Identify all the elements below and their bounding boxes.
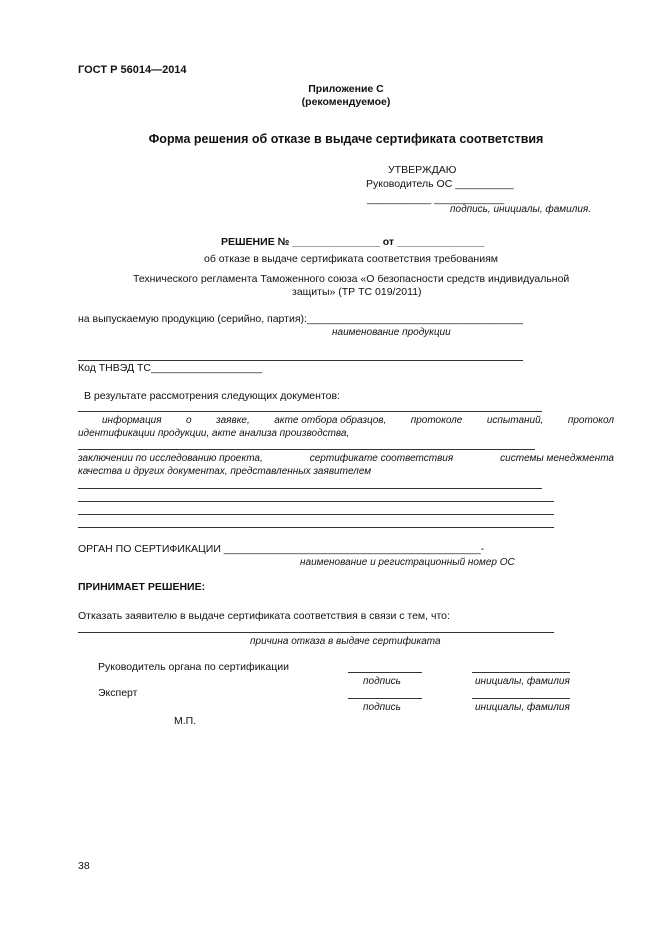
organ-hint: наименование и регистрационный номер ОС bbox=[300, 557, 515, 568]
organ-label: ОРГАН ПО СЕРТИФИКАЦИИ ____________________________________________- bbox=[78, 543, 485, 555]
head-sign-hint: подпись bbox=[363, 676, 401, 687]
appendix-title: Приложение С bbox=[308, 83, 384, 95]
documents-hint1 bbox=[78, 414, 614, 427]
approve-hint: подпись, инициалы, фамилия. bbox=[450, 204, 592, 215]
head-name-line bbox=[472, 672, 570, 673]
decision-line1: об отказе в выдаче сертификата соответствия требованиям bbox=[204, 253, 498, 265]
approve-blank-line: ___________ ____________ bbox=[367, 193, 505, 205]
refuse-line bbox=[78, 632, 554, 633]
header-standard: ГОСТ Р 56014—2014 bbox=[78, 64, 187, 76]
documents-line-5 bbox=[78, 514, 554, 515]
product-hint: наименование продукции bbox=[332, 327, 451, 338]
decision-line2: Технического регламента Таможенного союза «О безопасности средств индивидуальной bbox=[133, 273, 570, 285]
documents-line-3 bbox=[78, 488, 542, 489]
approve-head-label: Руководитель ОС __________ bbox=[366, 178, 514, 190]
documents-line-1 bbox=[78, 411, 542, 412]
documents-hint2-line2: качества и других документах, представленных заявителем bbox=[78, 466, 372, 477]
hint1-word: испытаний, bbox=[486, 415, 544, 426]
form-title: Форма решения об отказе в выдаче сертификата соответствия bbox=[148, 132, 544, 146]
hint1-word: о bbox=[186, 415, 192, 426]
accepts-decision: ПРИНИМАЕТ РЕШЕНИЕ: bbox=[78, 581, 206, 593]
expert-name-hint: инициалы, фамилия bbox=[475, 702, 570, 713]
hint1-word: протокол bbox=[567, 415, 614, 426]
documents-intro: В результате рассмотрения следующих документов: bbox=[84, 390, 340, 402]
product-label: на выпускаемую продукцию (серийно, партия):_____________________________________ bbox=[78, 313, 524, 325]
head-sign-line bbox=[348, 672, 422, 673]
expert-name-line bbox=[472, 698, 570, 699]
documents-line-6 bbox=[78, 527, 554, 528]
page-number: 38 bbox=[78, 860, 90, 872]
stamp-place: М.П. bbox=[174, 715, 197, 727]
documents-line-4 bbox=[78, 501, 554, 502]
expert-sign-line bbox=[348, 698, 422, 699]
refuse-hint: причина отказа в выдаче сертификата bbox=[250, 636, 441, 647]
hint1-word: протоколе bbox=[410, 415, 463, 426]
hint2-word: системы менеджмента bbox=[500, 453, 614, 464]
hint2-word: заключении по исследованию проекта, bbox=[78, 453, 263, 464]
hint1-word: заявке, bbox=[216, 415, 250, 426]
hint1-word: информация bbox=[102, 415, 162, 426]
documents-hint1-line2: идентификации продукции, акте анализа производства, bbox=[78, 428, 350, 439]
expert-label: Эксперт bbox=[98, 687, 138, 699]
appendix-subtitle: (рекомендуемое) bbox=[301, 96, 391, 108]
hint2-word: сертификате соответствия bbox=[309, 453, 454, 464]
decision-line3: защиты» (ТР ТС 019/2011) bbox=[292, 286, 422, 298]
documents-hint2 bbox=[78, 452, 614, 465]
hint1-word: акте отбора образцов, bbox=[274, 415, 387, 426]
expert-sign-hint: подпись bbox=[363, 702, 401, 713]
refuse-text: Отказать заявителю в выдаче сертификата соответствия в связи с тем, что: bbox=[78, 610, 450, 622]
head-signature-label: Руководитель органа по сертификации bbox=[98, 661, 289, 673]
documents-line-2 bbox=[78, 449, 535, 450]
head-name-hint: инициалы, фамилия bbox=[475, 676, 570, 687]
tnved-label: Код ТНВЭД ТС___________________ bbox=[78, 362, 262, 374]
product-extra-line bbox=[78, 360, 523, 361]
decision-heading: РЕШЕНИЕ № _______________ от _______________ bbox=[221, 236, 485, 248]
approve-label: УТВЕРЖДАЮ bbox=[388, 164, 457, 176]
